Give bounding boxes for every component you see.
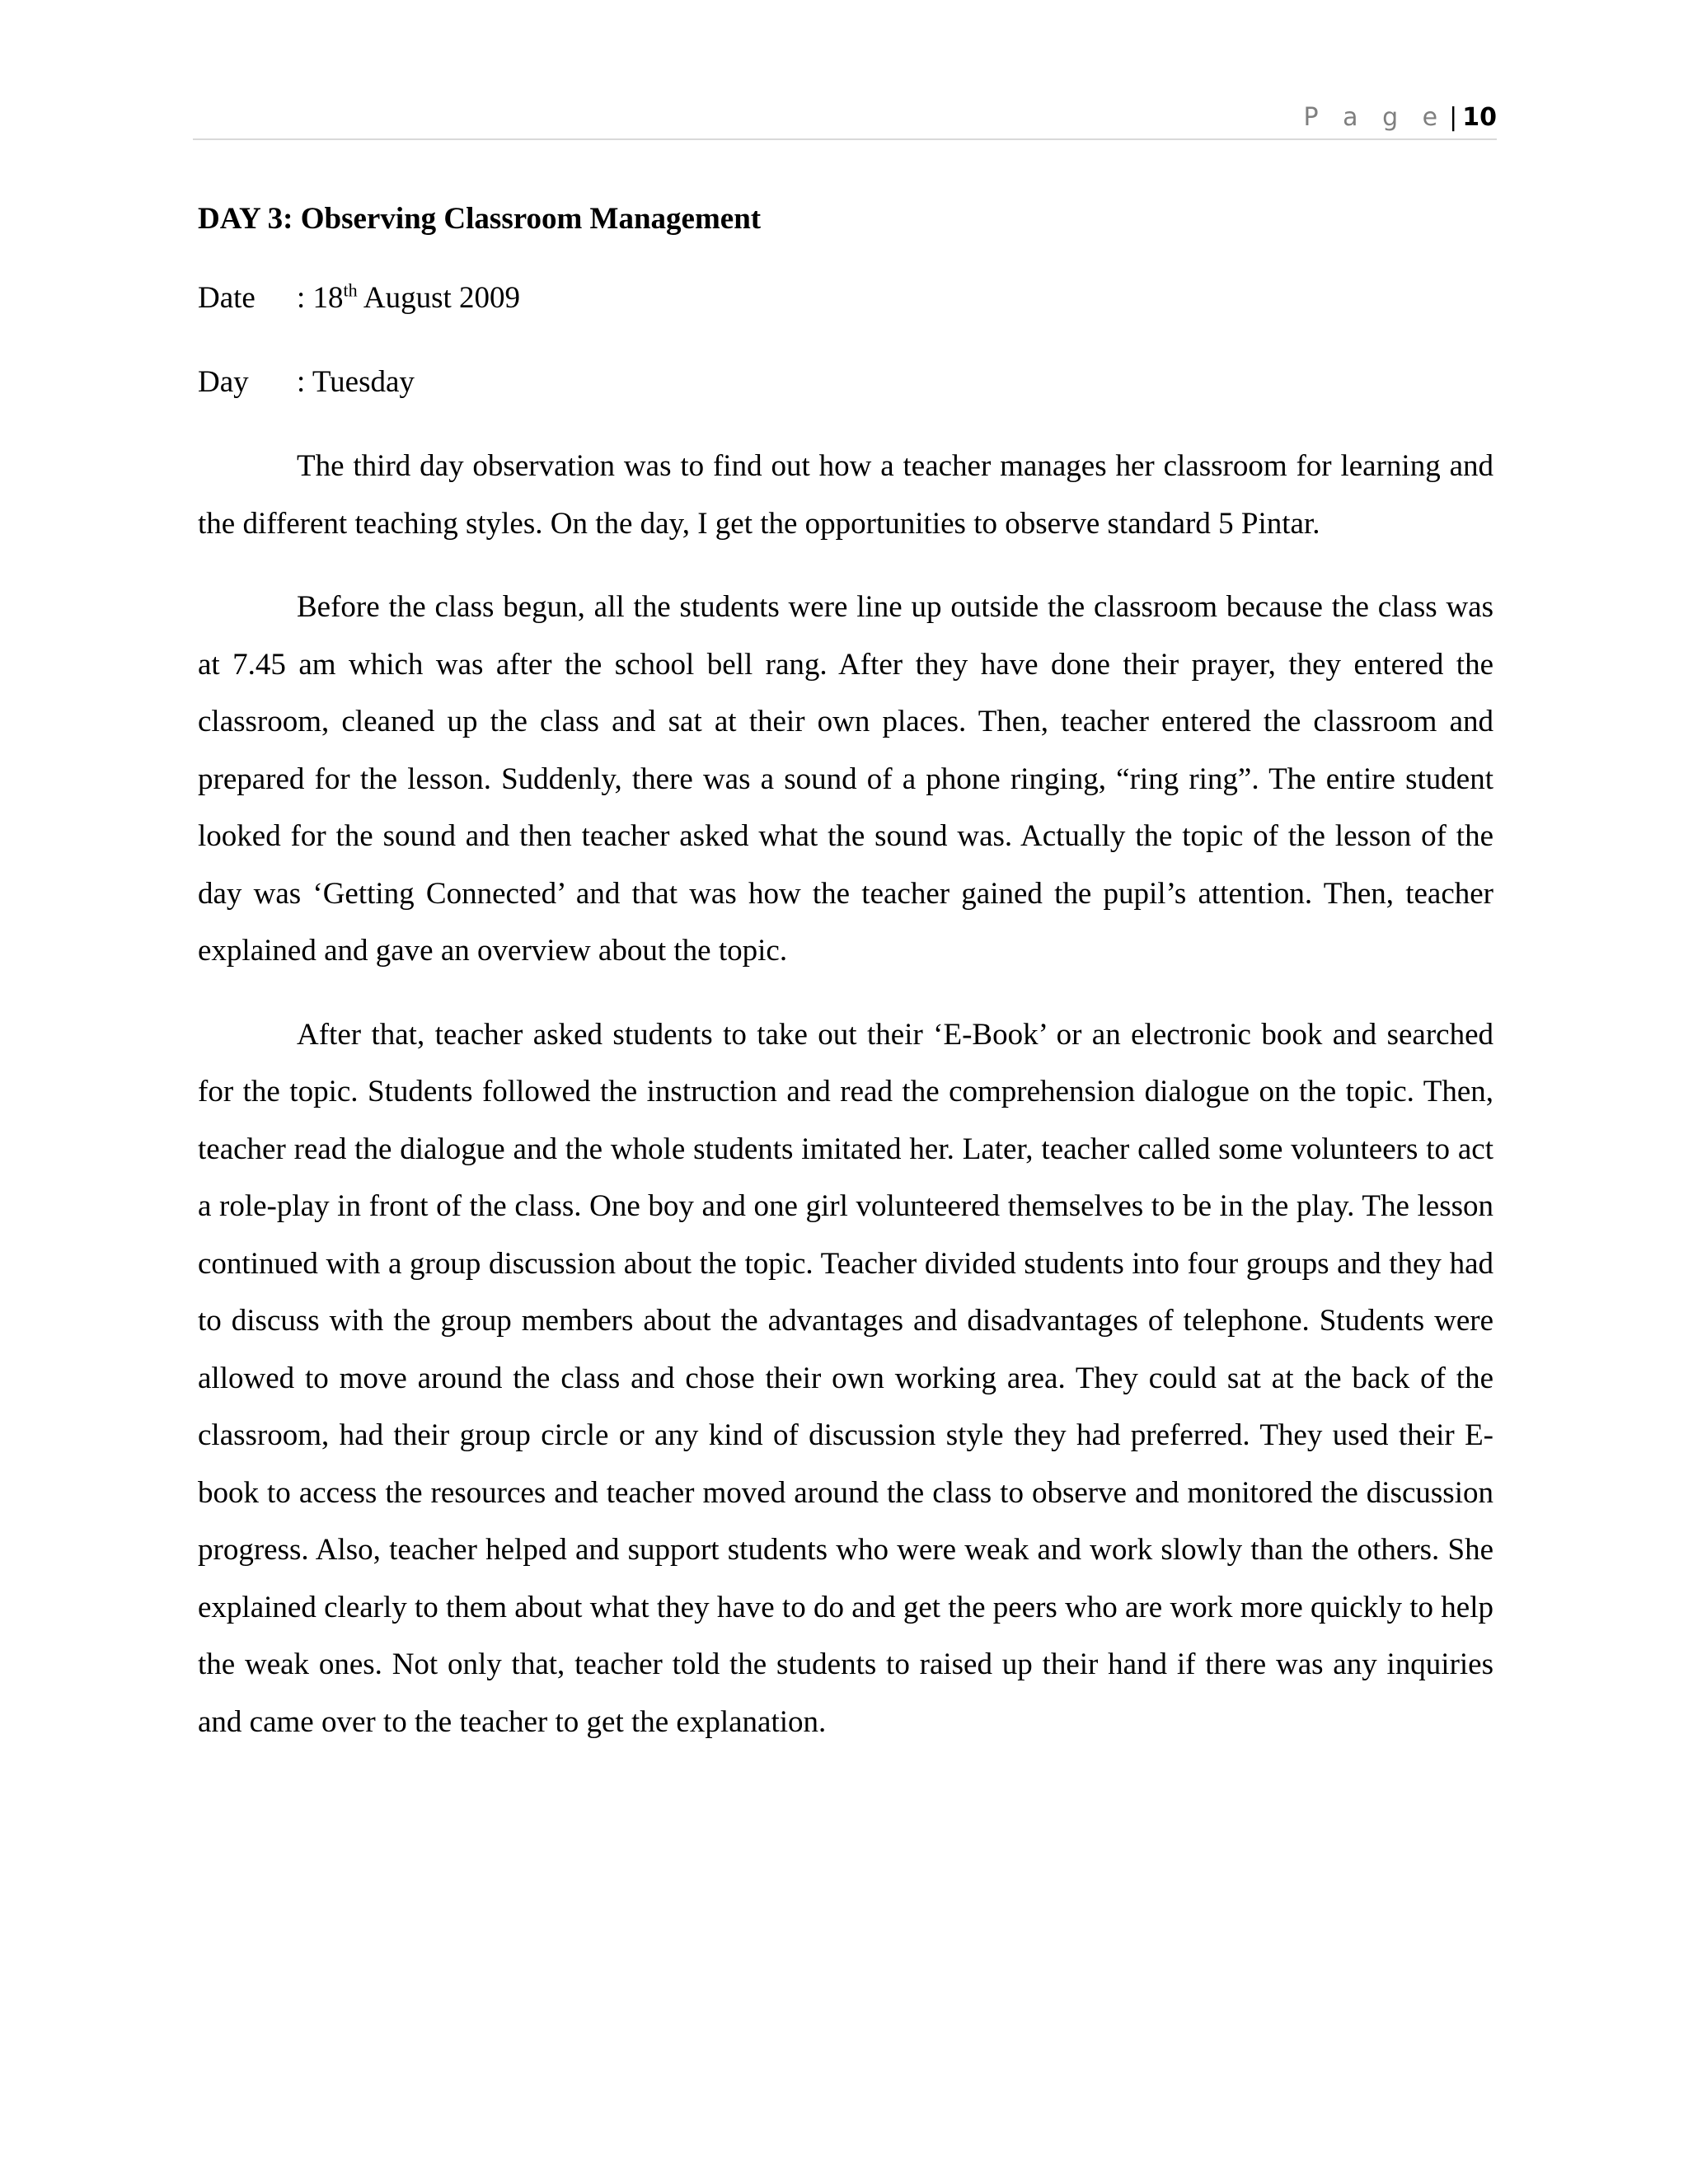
page-header bbox=[193, 97, 1497, 140]
date-value-rest: August 2009 bbox=[357, 281, 521, 315]
day-value: : Tuesday bbox=[297, 365, 415, 399]
date-label: Date bbox=[198, 281, 256, 315]
paragraph-2: Before the class begun, all the students were line up outside the classroom because the class was at 7.45 am which was after the school bell rang. After they have done their prayer, they entered the classroom, cleaned up the class and sat at their own places. Then, teacher entered the classroom and prepared for the lesson. Suddenly, there was a sound of a phone ringing, “ring ring”. The entire student looked for the sound and then teacher asked what the sound was. Actually the topic of the lesson of the day was ‘Getting Connected’ and that was how the teacher gained the pupil’s attention. Then, teacher explained and gave an overview about the topic. bbox=[198, 590, 1493, 968]
day-row bbox=[198, 354, 1493, 410]
section-title: DAY 3: Observing Classroom Management bbox=[198, 202, 762, 236]
date-row bbox=[198, 269, 1493, 326]
date-value-prefix: : 18 bbox=[297, 281, 344, 315]
page-label: P a g e bbox=[1303, 103, 1447, 132]
date-ordinal-suffix: th bbox=[343, 279, 358, 301]
paragraph-3: After that, teacher asked students to take out their ‘E-Book’ or an electronic book and searched for the topic. Students followed the instruction and read the comprehension dialogue on the topic. Then, teacher read the dialogue and the whole students imitated her. Later, teacher called some volunteers to act a role-play in front of the class. One boy and one girl volunteered themselves to be in the play. The lesson continued with a group discussion about the topic. Teacher divided students into four groups and they had to discuss with the group members about the advantages and disadvantages of telephone. Students were allowed to move around the class and chose their own working area. They could sat at the back of the classroom, had their group circle or any kind of discussion style they had preferred. They used their E-book to access the resources and teacher moved around the class to observe and monitored the discussion progress. Also, teacher helped and support students who were weak and work slowly than the others. She explained clearly to them about what they have to do and get the peers who are work more quickly to help the weak ones. Not only that, teacher told the students to raised up their hand if there was any inquiries and came over to the teacher to get the explanation. bbox=[198, 1017, 1493, 1739]
paragraph-1: The third day observation was to find out how a teacher manages her classroom for learning and the different teaching styles. On the day, I get the opportunities to observe standard 5 Pintar. bbox=[198, 449, 1493, 541]
page-number: 10 bbox=[1462, 103, 1497, 132]
document-body bbox=[198, 194, 1493, 1777]
page-separator: | bbox=[1449, 103, 1458, 132]
day-label: Day bbox=[198, 365, 249, 399]
